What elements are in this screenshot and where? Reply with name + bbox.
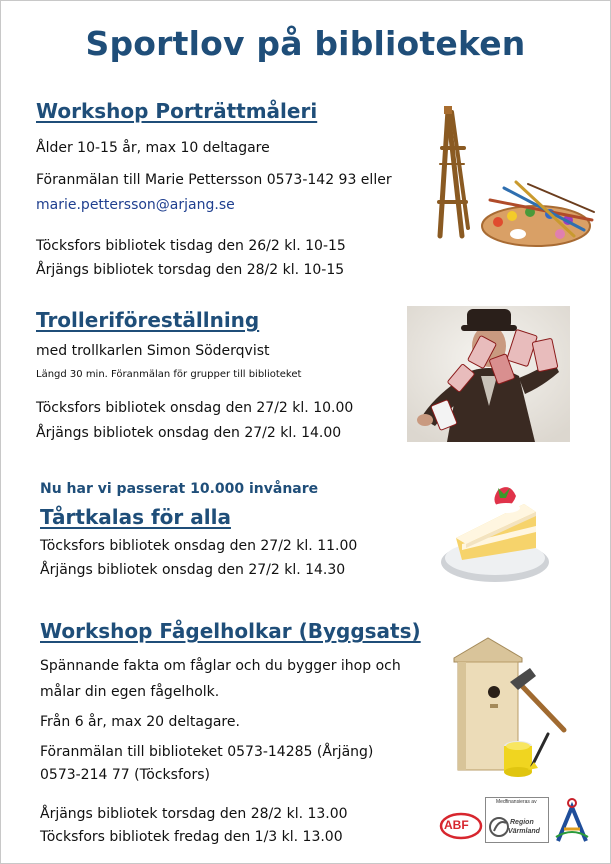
page-title: Sportlov på biblioteken — [85, 24, 526, 63]
birdhouse-age-line: Från 6 år, max 20 deltagare. — [40, 714, 240, 730]
magic-performer-line: med trollkarlen Simon Söderqvist — [36, 343, 270, 359]
magician-photo-icon — [407, 306, 570, 442]
cake-tocksfors-line: Töcksfors bibliotek onsdag den 27/2 kl. 11.00 — [40, 538, 358, 554]
cake-party-title: Tårtkalas för alla — [40, 505, 231, 529]
birdhouse-phone-line: 0573-214 77 (Töcksfors) — [40, 767, 210, 783]
birdhouse-desc-line-1: Spännande fakta om fåglar och du bygger ihop och — [40, 658, 401, 674]
arjang-logo-icon — [552, 797, 592, 843]
magic-tocksfors-line: Töcksfors bibliotek onsdag den 27/2 kl. 10.00 — [36, 400, 354, 416]
cake-tagline: Nu har vi passerat 10.000 invånare — [40, 481, 319, 497]
portrait-arjang-line: Årjängs bibliotek torsdag den 28/2 kl. 10-15 — [36, 262, 345, 278]
portrait-registration-line: Föranmälan till Marie Pettersson 0573-142 93 eller — [36, 172, 392, 188]
magic-duration-line: Längd 30 min. Föranmälan för grupper till biblioteket — [36, 369, 302, 380]
abf-logo-text: ABF — [444, 818, 469, 832]
birdhouse-desc-line-2: målar din egen fågelholk. — [40, 684, 220, 700]
birdhouse-workshop-title: Workshop Fågelholkar (Byggsats) — [40, 619, 421, 643]
birdhouse-arjang-line: Årjängs bibliotek torsdag den 28/2 kl. 13.00 — [40, 806, 348, 822]
portrait-age-line: Ålder 10-15 år, max 10 deltagare — [36, 140, 270, 156]
varmland-label: Värmland — [508, 828, 540, 835]
portrait-email-link[interactable]: marie.pettersson@arjang.se — [36, 197, 235, 213]
region-label: Region — [510, 819, 534, 826]
easel-palette-icon — [434, 104, 600, 252]
birdhouse-icon — [448, 634, 572, 784]
portrait-tocksfors-line: Töcksfors bibliotek tisdag den 26/2 kl. 10-15 — [36, 238, 346, 254]
magic-arjang-line: Årjängs bibliotek onsdag den 27/2 kl. 14.00 — [36, 425, 342, 441]
portrait-workshop-title: Workshop Porträttmåleri — [36, 99, 318, 123]
cake-slice-icon — [438, 478, 552, 584]
birdhouse-registration-line: Föranmälan till biblioteket 0573-14285 (Årjäng) — [40, 744, 374, 760]
birdhouse-tocksfors-line: Töcksfors bibliotek fredag den 1/3 kl. 13.00 — [40, 829, 343, 845]
cofinanced-label: Medfinansieras av — [496, 799, 537, 805]
cake-arjang-line: Årjängs bibliotek onsdag den 27/2 kl. 14.30 — [40, 562, 346, 578]
magic-show-title: Trolleriföreställning — [36, 308, 260, 332]
